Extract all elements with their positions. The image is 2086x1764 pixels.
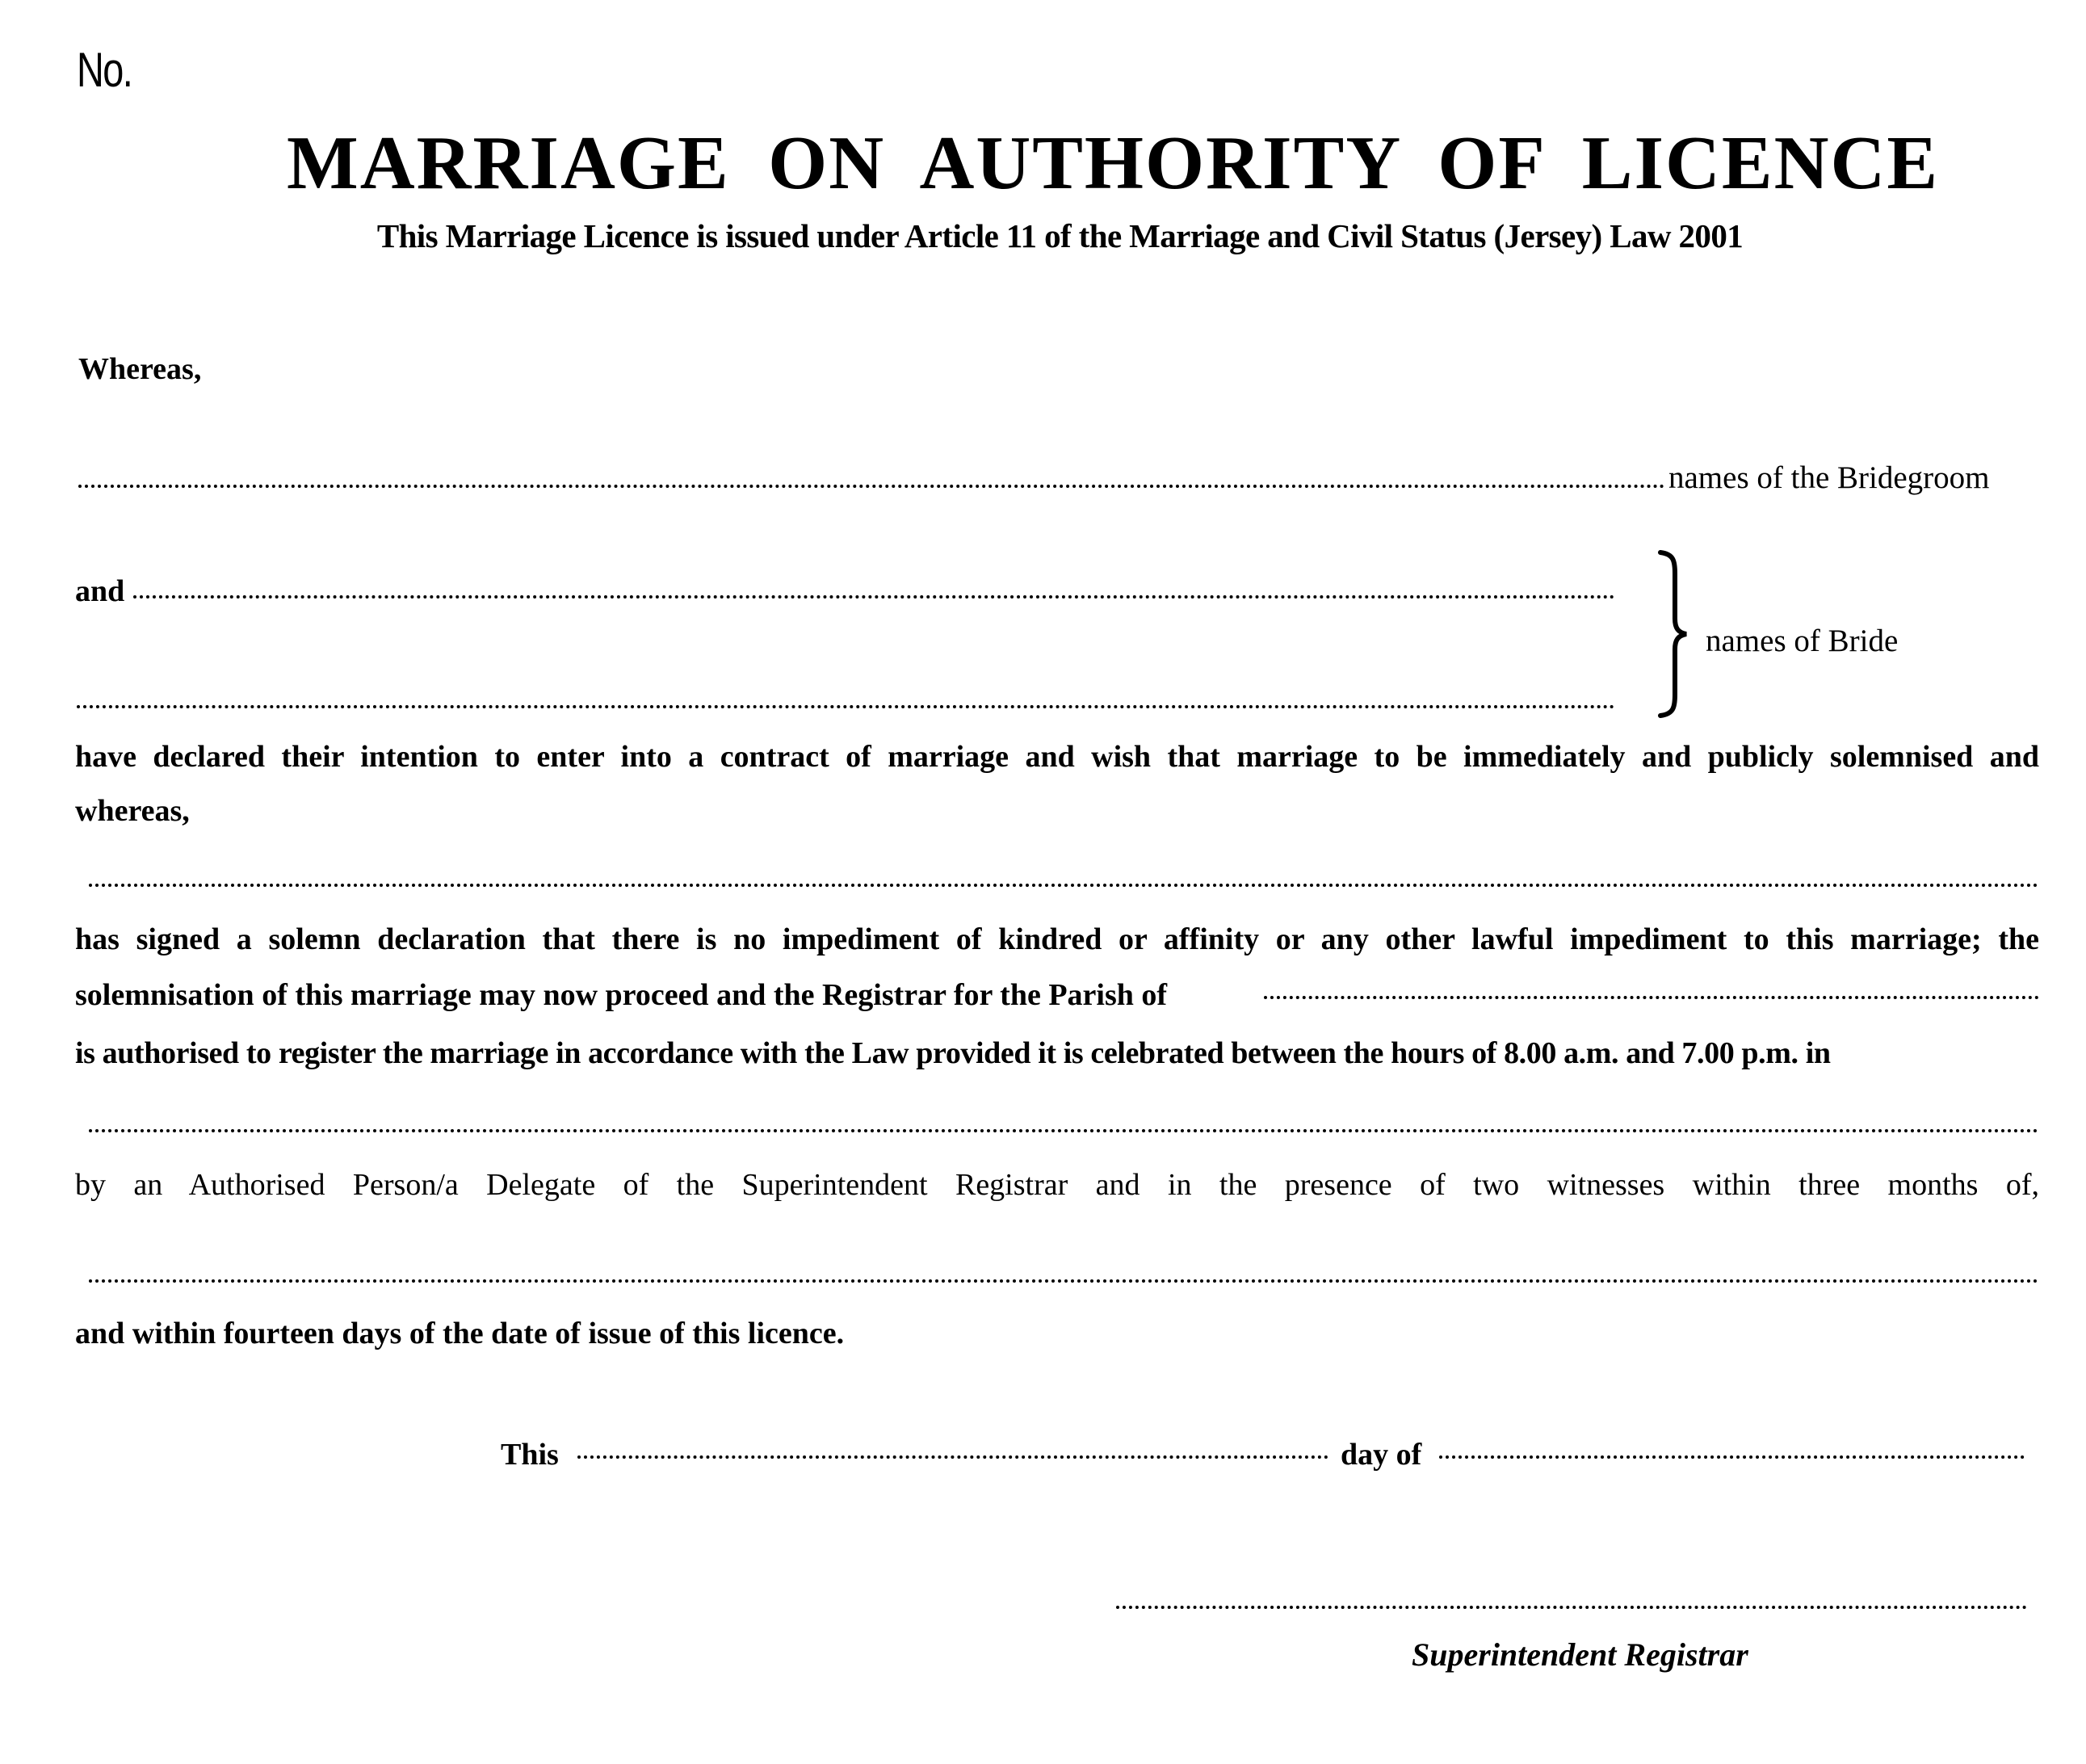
bridegroom-label: names of the Bridegroom bbox=[1668, 460, 1990, 495]
solemn-declaration-line-1: has signed a solemn declaration that there is no impediment of kindred or affinity or any other lawful impediment to this marriage; the bbox=[75, 924, 2039, 956]
this-label: This bbox=[501, 1438, 559, 1472]
declared-intention-line-2: whereas, bbox=[75, 794, 190, 828]
registrar-signature-field[interactable] bbox=[1116, 1606, 2027, 1609]
whereas-text: Whereas, bbox=[78, 352, 202, 386]
declared-intention-line-1: have declared their intention to enter into a contract of marriage and wish that marriage to be immediately and publicly solemnised and bbox=[75, 741, 2039, 774]
page-subtitle: This Marriage Licence is issued under Article 11 of the Marriage and Civil Status (Jersey) Law 2001 bbox=[376, 217, 1744, 254]
bridegroom-names-field[interactable] bbox=[78, 485, 1665, 488]
page-title: MARRIAGE ON AUTHORITY OF LICENCE bbox=[287, 121, 1940, 205]
month-year-field[interactable] bbox=[1439, 1455, 2025, 1459]
authorised-person-line: by an Authorised Person/a Delegate of the Superintendent Registrar and in the presence of two witnesses within three months of, bbox=[75, 1170, 2039, 1202]
licence-number-label: No. bbox=[77, 43, 132, 97]
solemn-declaration-line-2: solemnisation of this marriage may now proceed and the Registrar for the Parish of bbox=[75, 978, 1168, 1012]
bride-label: names of Bride bbox=[1706, 624, 1899, 658]
day-of-label: day of bbox=[1341, 1438, 1422, 1472]
bride-names-field-2[interactable] bbox=[77, 705, 1615, 708]
authorised-hours-line: is authorised to register the marriage in accordance with the Law provided it is celebrated between the hours of 8.00 a.m. and 7.00 p.m. in bbox=[75, 1036, 1831, 1070]
fourteen-days-line: and within fourteen days of the date of issue of this licence. bbox=[75, 1317, 845, 1350]
right-brace-icon bbox=[1656, 549, 1691, 719]
declarant-name-field[interactable] bbox=[89, 884, 2039, 887]
and-label: and bbox=[75, 574, 125, 608]
day-field[interactable] bbox=[577, 1455, 1328, 1459]
signature-caption: Superintendent Registrar bbox=[1412, 1636, 1748, 1673]
venue-field[interactable] bbox=[89, 1129, 2039, 1132]
parish-field[interactable] bbox=[1264, 996, 2039, 999]
three-months-date-field[interactable] bbox=[89, 1279, 2039, 1283]
bride-names-field-1[interactable] bbox=[133, 595, 1615, 598]
